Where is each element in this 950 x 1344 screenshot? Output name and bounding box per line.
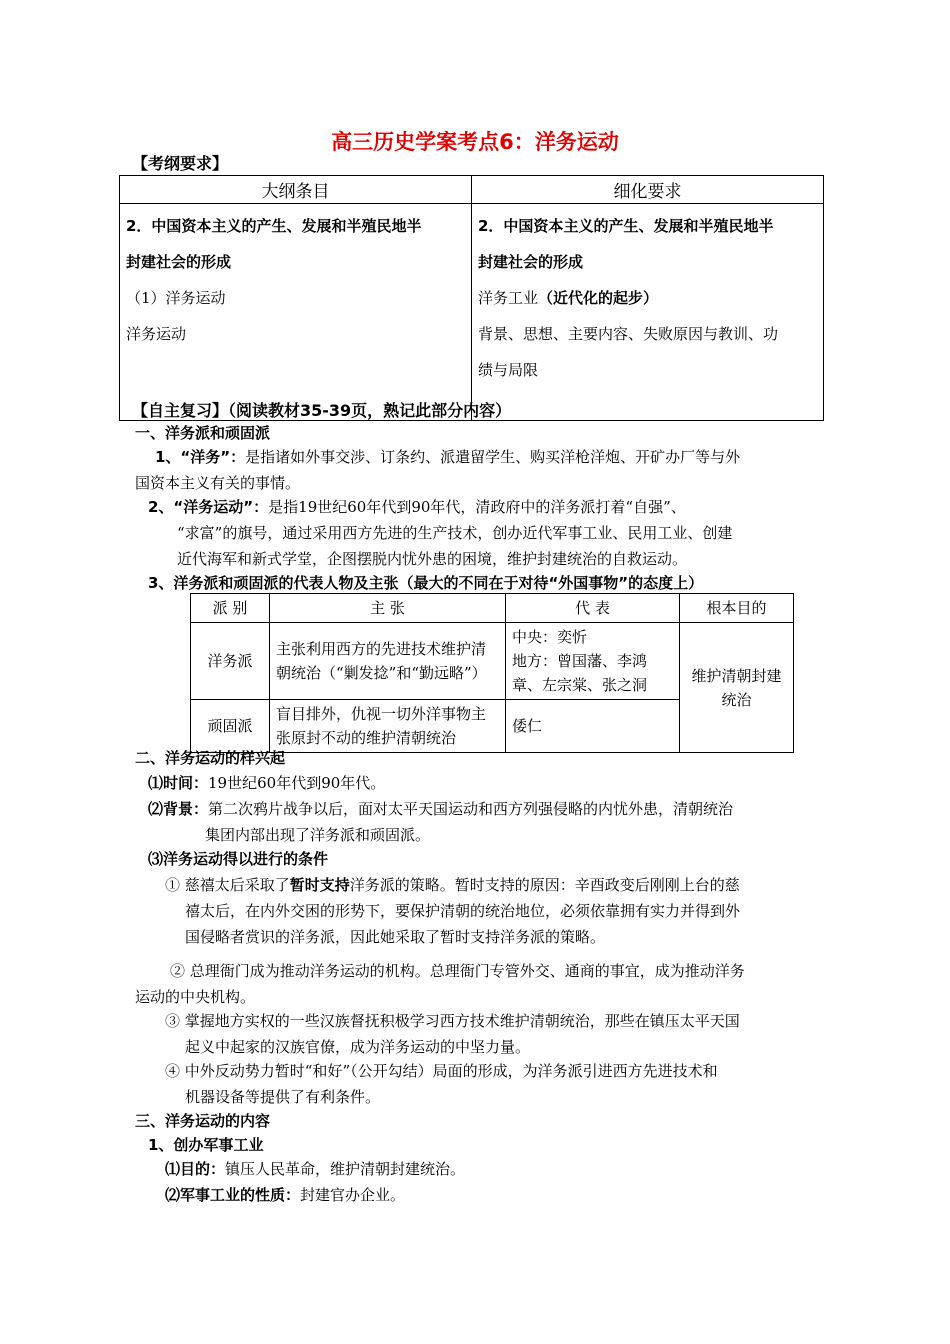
para-text: 第二次鸦片战争以后，面对太平天国运动和西方列强侵略的内忧外患，清朝统治 — [208, 800, 734, 818]
para-text: 国资本主义有关的事情。 — [135, 474, 301, 492]
col2-cell — [472, 204, 824, 421]
condition-3: ③ 掌握地方实权的一些汉族督抚积极学习西方技术维护清朝统治，那些在镇压太平天国 — [165, 1012, 740, 1030]
para-label: ⑴时间： — [148, 774, 209, 792]
rep-line: 中央：奕忻 — [512, 628, 588, 646]
col-header: 代 表 — [506, 594, 680, 623]
col2-line-text: 洋务工业 — [478, 289, 539, 307]
faction-goal: 维护清朝封建统治 — [680, 623, 794, 753]
faction-table — [190, 593, 794, 753]
time-line — [148, 770, 385, 796]
para-text: “求富”的旗号，通过采用西方先进的生产技术，创办近代军事工业、民用工业、创建 — [177, 524, 733, 542]
col2-header: 细化要求 — [472, 176, 824, 204]
background-line — [148, 796, 828, 822]
kaogang-table — [119, 175, 824, 421]
subsection-heading: 1、创办军事工业 — [148, 1136, 264, 1154]
para-yangwu-yundong — [148, 494, 828, 520]
para-label: ⑵背景： — [148, 800, 209, 818]
para-text: 机器设备等提供了有利条件。 — [185, 1088, 381, 1106]
col-header: 主 张 — [270, 594, 506, 623]
col-header: 根本目的 — [680, 594, 794, 623]
col1-line: 2．中国资本主义的产生、发展和半殖民地半 — [126, 217, 422, 235]
section2-heading: 二、洋务运动的样兴起 — [135, 749, 286, 767]
para-text: 禧太后，在内外交困的形势下，要保护清朝的统治地位，必须依靠拥有实力并得到外 — [185, 902, 741, 920]
section1-heading: 一、洋务派和顽固派 — [135, 424, 271, 442]
para-text: ① 慈禧太后采取了 — [165, 876, 290, 894]
col1-line: 封建社会的形成 — [126, 253, 232, 271]
para-text: 镇压人民革命，维护清朝封建统治。 — [225, 1160, 466, 1178]
col2-line: 2．中国资本主义的产生、发展和半殖民地半 — [478, 217, 774, 235]
condition-1 — [165, 872, 830, 898]
conditions-heading: ⑶洋务运动得以进行的条件 — [148, 850, 329, 868]
faction-reps: 倭仁 — [506, 700, 680, 753]
para-label: 2、“洋务运动”： — [148, 498, 269, 516]
para-text: 封建官办企业。 — [300, 1186, 406, 1204]
faction-claim: 盲目排外，仇视一切外洋事物主张原封不动的维护清朝统治 — [270, 700, 506, 753]
zizhu-heading: 【自主复习】（阅读教材35-39页，熟记此部分内容） — [132, 401, 512, 420]
col2-line — [478, 280, 817, 316]
section3-heading: 三、洋务运动的内容 — [135, 1112, 271, 1130]
para-text: 起义中起家的汉族官僚，成为洋务运动的中坚力量。 — [185, 1038, 531, 1056]
para-emphasis: 暂时支持 — [289, 876, 350, 894]
col2-line: 绩与局限 — [478, 361, 539, 379]
condition-4: ④ 中外反动势力暂时“和好”（公开勾结）局面的形成，为洋务派引进西方先进技术和 — [165, 1062, 718, 1080]
faction-claim: 主张利用西方的先进技术维护清朝统治（“剿发捻”和“勤远略”） — [270, 623, 506, 700]
page-title: 高三历史学案考点6：洋务运动 — [331, 130, 619, 154]
para-text: 集团内部出现了洋务派和顽固派。 — [205, 826, 431, 844]
para-text: 是指诸如外事交涉、订条约、派遣留学生、购买洋枪洋炮、开矿办厂等与外 — [245, 448, 741, 466]
para-text: 19世纪60年代到90年代。 — [208, 774, 386, 792]
faction-name: 顽固派 — [191, 700, 270, 753]
col2-line-emphasis: （近代化的起步） — [538, 289, 659, 307]
col2-line: 背景、思想、主要内容、失败原因与教训、功 — [478, 325, 779, 343]
col1-cell — [120, 204, 472, 421]
para-text: 运动的中央机构。 — [135, 988, 256, 1006]
para-yangwu — [155, 444, 820, 470]
para-label: ⑵军事工业的性质： — [165, 1186, 301, 1204]
purpose-line — [165, 1156, 465, 1182]
col1-line: 洋务运动 — [126, 325, 187, 343]
col1-line: （1）洋务运动 — [126, 289, 226, 307]
col-header: 派 别 — [191, 594, 270, 623]
condition-2: ② 总理衙门成为推动洋务运动的机构。总理衙门专管外交、通商的事宜，成为推动洋务 — [170, 962, 745, 980]
para-text: 近代海军和新式学堂，企图摆脱内忧外患的困境，维护封建统治的自救运动。 — [177, 550, 688, 568]
para-label: 1、“洋务”： — [155, 448, 246, 466]
para-text: 洋务派的策略。暂时支持的原因：辛酉政变后刚刚上台的慈 — [349, 876, 740, 894]
para-text: 是指19世纪60年代到90年代，清政府中的洋务派打着“自强”、 — [268, 498, 686, 516]
para-text: 国侵略者赏识的洋务派，因此她采取了暂时支持洋务派的策略。 — [185, 928, 606, 946]
table2-heading: 3、洋务派和顽固派的代表人物及主张（最大的不同在于对待“外国事物”的态度上） — [148, 574, 704, 592]
faction-reps — [506, 623, 680, 700]
col2-line: 封建社会的形成 — [478, 253, 584, 271]
nature-line — [165, 1182, 405, 1208]
col1-header: 大纲条目 — [120, 176, 472, 204]
para-label: ⑴目的： — [165, 1160, 226, 1178]
kaogang-heading: 【考纲要求】 — [132, 154, 229, 173]
faction-name: 洋务派 — [191, 623, 270, 700]
rep-line: 地方：曾国藩、李鸿章、左宗棠、张之洞 — [512, 652, 648, 694]
